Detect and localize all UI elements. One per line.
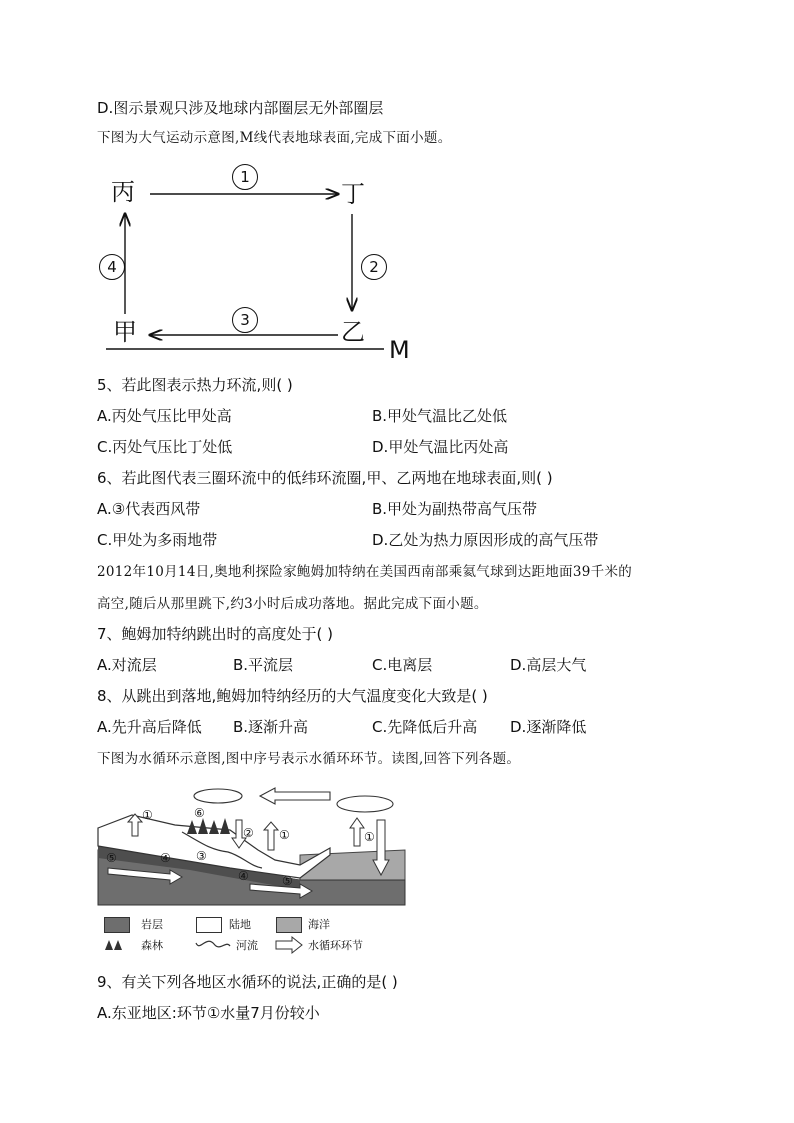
num-6: ⑥	[194, 806, 205, 820]
q5-option-d[interactable]: D.甲处气温比丙处高	[372, 438, 509, 456]
q6-option-c[interactable]: C.甲处为多雨地带	[97, 531, 218, 549]
circled-1: 1	[232, 164, 258, 190]
q6-stem: 6、若此图代表三圈环流中的低纬环流圈,甲、乙两地在地球表面,则( )	[97, 469, 553, 487]
q7-option-c[interactable]: C.电离层	[372, 656, 433, 674]
num-1a: ①	[142, 808, 153, 822]
land-legend-swatch	[196, 917, 222, 933]
label-m: M	[389, 336, 410, 364]
q7-option-a[interactable]: A.对流层	[97, 656, 157, 674]
num-1c: ①	[364, 830, 375, 844]
q4-option-d: D.图示景观只涉及地球内部圈层无外部圈层	[97, 99, 384, 117]
q6-option-b[interactable]: B.甲处为副热带高气压带	[372, 500, 538, 518]
q5-option-c[interactable]: C.丙处气压比丁处低	[97, 438, 233, 456]
circled-2: 2	[361, 254, 387, 280]
num-2: ②	[243, 826, 254, 840]
q7-stem: 7、鲍姆加特纳跳出时的高度处于( )	[97, 625, 334, 643]
q7-option-d[interactable]: D.高层大气	[510, 656, 587, 674]
intro-water-cycle: 下图为水循环示意图,图中序号表示水循环环节。读图,回答下列各题。	[97, 751, 521, 767]
vapor-transport-arrow	[260, 788, 330, 804]
intro-baumgartner-line2: 高空,随后从那里跳下,约3小时后成功落地。据此完成下面小题。	[97, 596, 488, 612]
cloud-left	[194, 789, 242, 803]
q6-option-d[interactable]: D.乙处为热力原因形成的高气压带	[372, 531, 599, 549]
label-bing: 丙	[111, 178, 135, 206]
label-ding: 丁	[341, 180, 365, 208]
legend-river: 河流	[236, 939, 258, 952]
evaporation-arrow-mid	[264, 822, 278, 850]
legend-cycle: 水循环环节	[308, 939, 363, 952]
cycle-legend-icon	[276, 937, 302, 953]
q8-option-b[interactable]: B.逐渐升高	[233, 718, 309, 736]
num-5a: ⑤	[106, 851, 117, 865]
q6-option-a[interactable]: A.③代表西风带	[97, 500, 201, 518]
q5-option-b[interactable]: B.甲处气温比乙处低	[372, 407, 508, 425]
num-5b: ⑤	[282, 874, 293, 888]
river-legend-icon	[196, 941, 230, 947]
ocean-legend-swatch	[276, 917, 302, 933]
num-3: ③	[196, 849, 207, 863]
evaporation-arrow-ocean	[350, 818, 364, 846]
q8-stem: 8、从跳出到落地,鲍姆加特纳经历的大气温度变化大致是( )	[97, 687, 488, 705]
num-4b: ④	[238, 869, 249, 883]
q8-option-a[interactable]: A.先升高后降低	[97, 718, 202, 736]
q8-option-d[interactable]: D.逐渐降低	[510, 718, 587, 736]
q9-option-a[interactable]: A.东亚地区:环节①水量7月份较小	[97, 1004, 320, 1022]
q5-option-a[interactable]: A.丙处气压比甲处高	[97, 407, 232, 425]
rock-legend-swatch	[104, 917, 130, 933]
label-jia: 甲	[113, 318, 137, 346]
label-yi: 乙	[341, 318, 365, 346]
q8-option-c[interactable]: C.先降低后升高	[372, 718, 478, 736]
circled-3: 3	[232, 307, 258, 333]
intro-atmosphere-diagram: 下图为大气运动示意图,M线代表地球表面,完成下面小题。	[97, 130, 452, 146]
num-4a: ④	[160, 851, 171, 865]
legend-ocean: 海洋	[308, 918, 330, 931]
num-1b: ①	[279, 828, 290, 842]
circled-4: 4	[99, 254, 125, 280]
forest-legend-icon	[105, 940, 113, 950]
intro-baumgartner-line1: 2012年10月14日,奥地利探险家鲍姆加特纳在美国西南部乘氦气球到达距地面39千米的	[97, 564, 633, 580]
legend-land: 陆地	[229, 918, 251, 931]
q5-stem: 5、若此图表示热力环流,则( )	[97, 376, 293, 394]
q9-stem: 9、有关下列各地区水循环的说法,正确的是( )	[97, 973, 398, 991]
q7-option-b[interactable]: B.平流层	[233, 656, 294, 674]
legend-rock: 岩层	[141, 918, 163, 931]
cloud-right	[337, 796, 393, 812]
legend-forest: 森林	[141, 939, 163, 952]
